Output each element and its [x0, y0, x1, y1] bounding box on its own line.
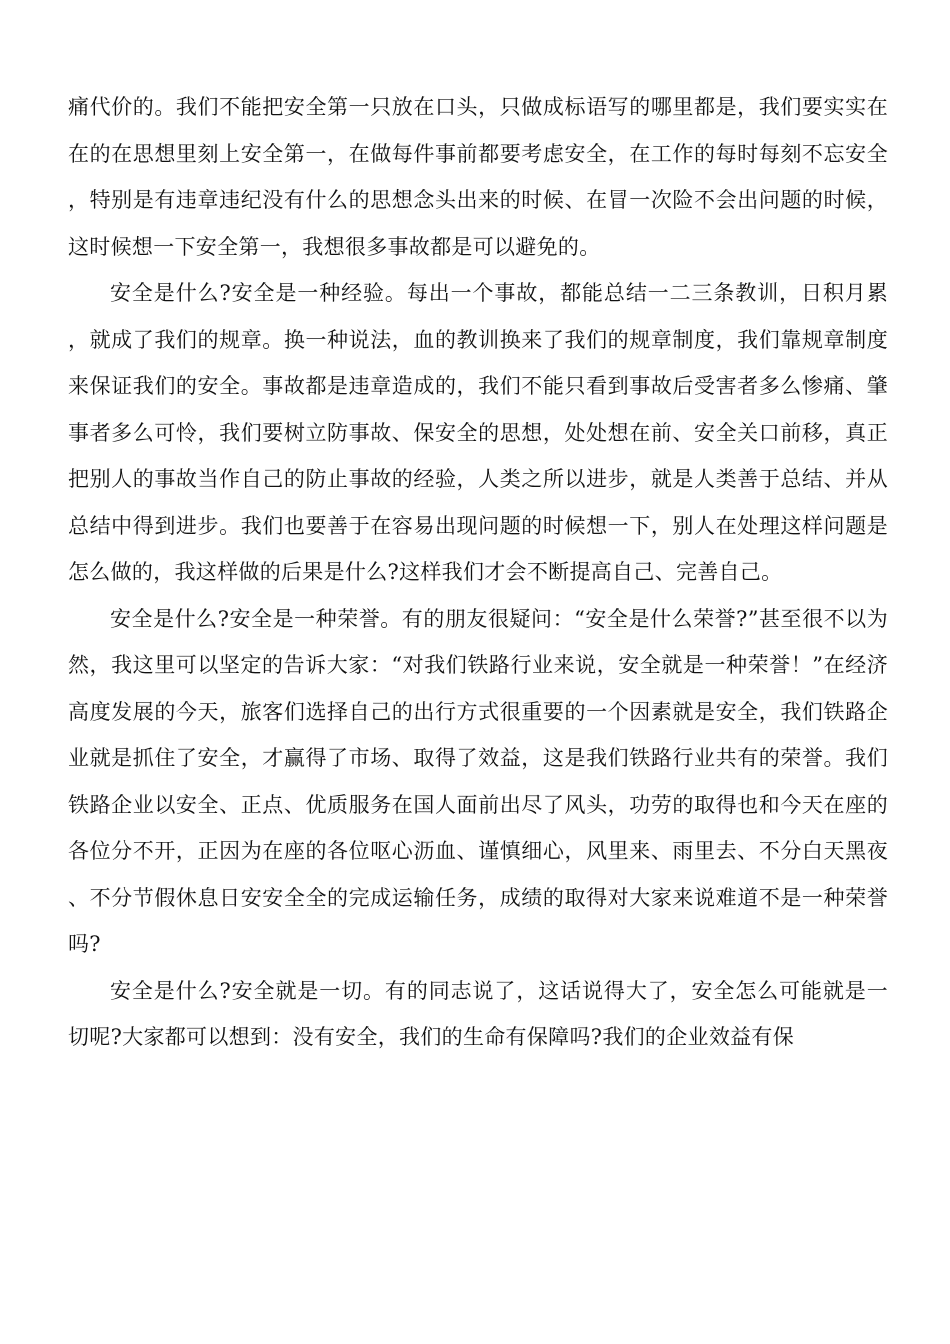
- paragraph-1: 痛代价的。我们不能把安全第一只放在口头，只做成标语写的哪里都是，我们要实实在在的在思想里刻上安全第一，在做每件事前都要考虑安全，在工作的每时每刻不忘安全，特别是有违章违纪没有什么的思想念头出来的时候、在冒一次险不会出问题的时候，这时候想一下安全第一，我想很多事故都是可以避免的。: [68, 95, 888, 259]
- paragraph-2: 安全是什么?安全是一种经验。每出一个事故，都能总结一二三条教训，日积月累，就成了我们的规章。换一种说法，血的教训换来了我们的规章制度，我们靠规章制度来保证我们的安全。事故都是违章造成的，我们不能只看到事故后受害者多么惨痛、肇事者多么可怜，我们要树立防事故、保安全的思想，处处想在前、安全关口前移，真正把别人的事故当作自己的防止事故的经验，人类之所以进步，就是人类善于总结、并从总结中得到进步。我们也要善于在容易出现问题的时候想一下，别人在处理这样问题是怎么做的，我这样做的后果是什么?这样我们才会不断提高自己、完善自己。: [68, 281, 888, 584]
- paragraph-4: 安全是什么?安全就是一切。有的同志说了，这话说得大了，安全怎么可能就是一切呢?大家都可以想到：没有安全，我们的生命有保障吗?我们的企业效益有保: [68, 978, 888, 1049]
- document-body: [68, 84, 888, 1061]
- paragraph-3: 安全是什么?安全是一种荣誉。有的朋友很疑问：“安全是什么荣誉?”甚至很不以为然，我这里可以坚定的告诉大家：“对我们铁路行业来说，安全就是一种荣誉！”在经济高度发展的今天，旅客们选择自己的出行方式很重要的一个因素就是安全，我们铁路企业就是抓住了安全，才赢得了市场、取得了效益，这是我们铁路行业共有的荣誉。我们铁路企业以安全、正点、优质服务在国人面前出尽了风头，功劳的取得也和今天在座的各位分不开，正因为在座的各位呕心沥血、谨慎细心，风里来、雨里去、不分白天黑夜、不分节假休息日安安全全的完成运输任务，成绩的取得对大家来说难道不是一种荣誉吗?: [68, 606, 888, 956]
